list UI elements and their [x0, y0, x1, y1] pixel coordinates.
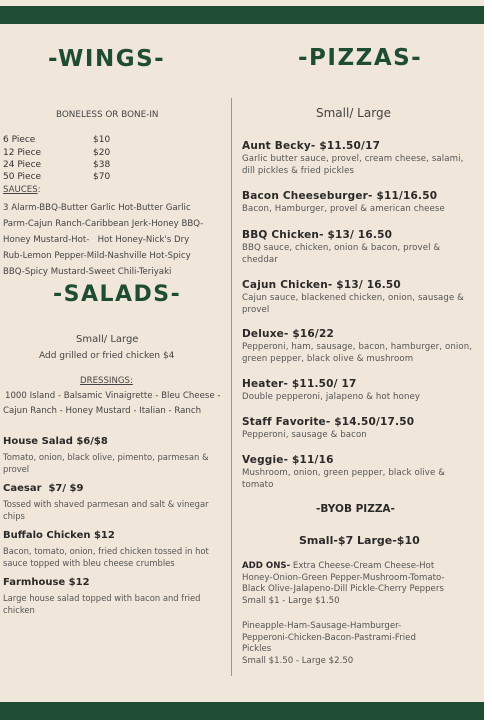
- meats-price: Small $1.50 - Large $2.50: [242, 655, 354, 666]
- pizza-desc: [242, 342, 480, 365]
- byob-price: Small-$7 Large-$10: [299, 534, 420, 547]
- wing-price: $20: [93, 148, 111, 158]
- pizza-item: [242, 190, 480, 216]
- wings-subtitle: BONELESS OR BONE-IN: [56, 110, 159, 120]
- addons-label: ADD ONS-: [242, 561, 291, 571]
- pizza-desc-line: Mushroom, onion, green pepper, black olive &: [242, 468, 446, 478]
- wing-price-row: [3, 160, 110, 170]
- wing-price-row: [3, 148, 110, 158]
- pizza-name: BBQ Chicken- $13/ 16.50: [242, 229, 393, 241]
- salad-item: [3, 483, 215, 523]
- salad-desc-line: Tomato, onion, black olive, pimento, parmesan &: [3, 452, 209, 462]
- dressings-label: DRESSINGS:: [80, 376, 133, 386]
- pizza-desc-line: dill pickles & fried pickles: [242, 165, 355, 176]
- pizzas-heading: -PIZZAS-: [298, 45, 423, 71]
- pizza-desc-line: Pepperoni, sausage & bacon: [242, 430, 367, 440]
- top-banner: [0, 6, 484, 24]
- pizza-desc-line: Bacon, Hamburger, provel & american cheese: [242, 204, 445, 214]
- salad-name: Buffalo Chicken $12: [3, 530, 115, 541]
- salad-item: [3, 530, 215, 570]
- byob-heading: -BYOB PIZZA-: [316, 503, 395, 515]
- pizza-desc: [242, 392, 480, 404]
- byob-meats: [242, 621, 480, 667]
- pizza-name: Bacon Cheeseburger- $11/16.50: [242, 190, 438, 202]
- pizza-desc: [242, 154, 480, 177]
- salad-name: Caesar $7/ $9: [3, 483, 84, 494]
- wing-qty: 24 Piece: [3, 160, 42, 170]
- addons-line: Extra Cheese-Cream Cheese-Hot: [290, 561, 435, 571]
- sauces-line: Parm-Cajun Ranch-Caribbean Jerk-Honey BBQ-: [3, 218, 204, 229]
- salad-desc-line: Tossed with shaved parmesan and salt & vinegar: [3, 499, 209, 509]
- dressings-line: 1000 Island - Balsamic Vinaigrette - Bleu Cheese -: [5, 391, 221, 401]
- pizza-desc-line: Garlic butter sauce, provel, cream cheese, salami,: [242, 154, 464, 164]
- pizza-name: Staff Favorite- $14.50/17.50: [242, 416, 415, 428]
- wing-price: $10: [93, 135, 111, 145]
- salad-desc-line: provel: [3, 464, 30, 475]
- wing-qty: 12 Piece: [3, 148, 42, 158]
- wing-price: $70: [93, 172, 111, 182]
- pizza-desc-line: green pepper, black olive & mushroom: [242, 353, 414, 364]
- dressings-list: [3, 389, 225, 419]
- byob-addons: [242, 561, 480, 607]
- pizza-item: [242, 378, 480, 404]
- sauces-label: SAUCES: [3, 185, 38, 195]
- meats-line: Pickles: [242, 644, 272, 655]
- sauces-line: 3 Alarm-BBQ-Butter Garlic Hot-Butter Garlic: [3, 202, 191, 213]
- pizza-desc: [242, 204, 480, 216]
- sauces-line: Rub-Lemon Pepper-Mild-Nashville Hot-Spicy: [3, 250, 191, 261]
- salads-heading: -SALADS-: [53, 282, 182, 307]
- salad-add-chicken: Add grilled or fried chicken $4: [39, 351, 175, 361]
- pizza-desc: [242, 293, 480, 316]
- salad-desc: [3, 498, 215, 523]
- addons-line: Honey-Onion-Green Pepper-Mushroom-Tomato-: [242, 572, 445, 583]
- pizza-desc: [242, 243, 480, 266]
- pizza-name: Veggie- $11/16: [242, 454, 334, 466]
- wings-heading: -WINGS-: [48, 46, 166, 72]
- pizza-desc-line: Pepperoni, ham, sausage, bacon, hamburger, onion,: [242, 342, 473, 352]
- pizza-name: Cajun Chicken- $13/ 16.50: [242, 279, 401, 291]
- wing-price-row: [3, 135, 110, 145]
- meats-line: Pineapple-Ham-Sausage-Hamburger-: [242, 621, 402, 631]
- salad-name: Farmhouse $12: [3, 577, 90, 588]
- bottom-banner: [0, 702, 484, 720]
- pizza-item: [242, 416, 480, 442]
- pizza-desc-line: BBQ sauce, chicken, onion & bacon, provel &: [242, 243, 441, 253]
- sauces-line: Honey Mustard-Hot- Hot Honey-Nick's Dry: [3, 234, 190, 245]
- salad-desc-line: chips: [3, 511, 25, 522]
- addons-price: Small $1 - Large $1.50: [242, 595, 340, 606]
- salad-name: House Salad $6/$8: [3, 436, 108, 447]
- column-divider: [231, 98, 232, 676]
- sauces-colon: :: [37, 185, 41, 195]
- pizza-sizes: Small/ Large: [316, 106, 391, 120]
- wing-price-row: [3, 172, 110, 182]
- pizza-name: Deluxe- $16/22: [242, 328, 334, 340]
- salad-desc: [3, 451, 215, 476]
- salad-item: [3, 577, 215, 617]
- pizza-desc: [242, 430, 480, 442]
- pizza-desc-line: cheddar: [242, 254, 278, 265]
- addons-line: Black Olive-Jalapeno-Dill Pickle-Cherry Peppers: [242, 584, 444, 595]
- pizza-item: [242, 454, 480, 491]
- wing-price: $38: [93, 160, 111, 170]
- pizza-item: [242, 229, 480, 266]
- pizza-name: Heater- $11.50/ 17: [242, 378, 357, 390]
- pizza-desc-line: tomato: [242, 479, 274, 490]
- salad-desc-line: Bacon, tomato, onion, fried chicken tossed in hot: [3, 546, 209, 556]
- salad-desc-line: chicken: [3, 605, 35, 616]
- pizza-desc-line: Cajun sauce, blackened chicken, onion, sausage &: [242, 293, 464, 303]
- pizza-desc-line: Double pepperoni, jalapeno & hot honey: [242, 392, 421, 402]
- wing-qty: 6 Piece: [3, 135, 36, 145]
- sauces-block: [3, 184, 223, 280]
- salad-desc: [3, 592, 215, 617]
- pizza-item: [242, 328, 480, 365]
- salad-item: [3, 436, 215, 476]
- pizza-item: [242, 140, 480, 177]
- salad-desc: [3, 545, 215, 570]
- salad-desc-line: Large house salad topped with bacon and fried: [3, 593, 201, 603]
- wing-qty: 50 Piece: [3, 172, 42, 182]
- pizza-name: Aunt Becky- $11.50/17: [242, 140, 381, 152]
- salad-sizes: Small/ Large: [76, 334, 139, 345]
- pizza-item: [242, 279, 480, 316]
- sauces-line: BBQ-Spicy Mustard-Sweet Chili-Teriyaki: [3, 266, 172, 277]
- pizza-desc-line: provel: [242, 304, 270, 315]
- meats-line: Pepperoni-Chicken-Bacon-Pastrami-Fried: [242, 632, 416, 643]
- salad-desc-line: sauce topped with bleu cheese crumbles: [3, 558, 175, 569]
- dressings-line: Cajun Ranch - Honey Mustard - Italian - Ranch: [3, 406, 202, 416]
- pizza-desc: [242, 468, 480, 491]
